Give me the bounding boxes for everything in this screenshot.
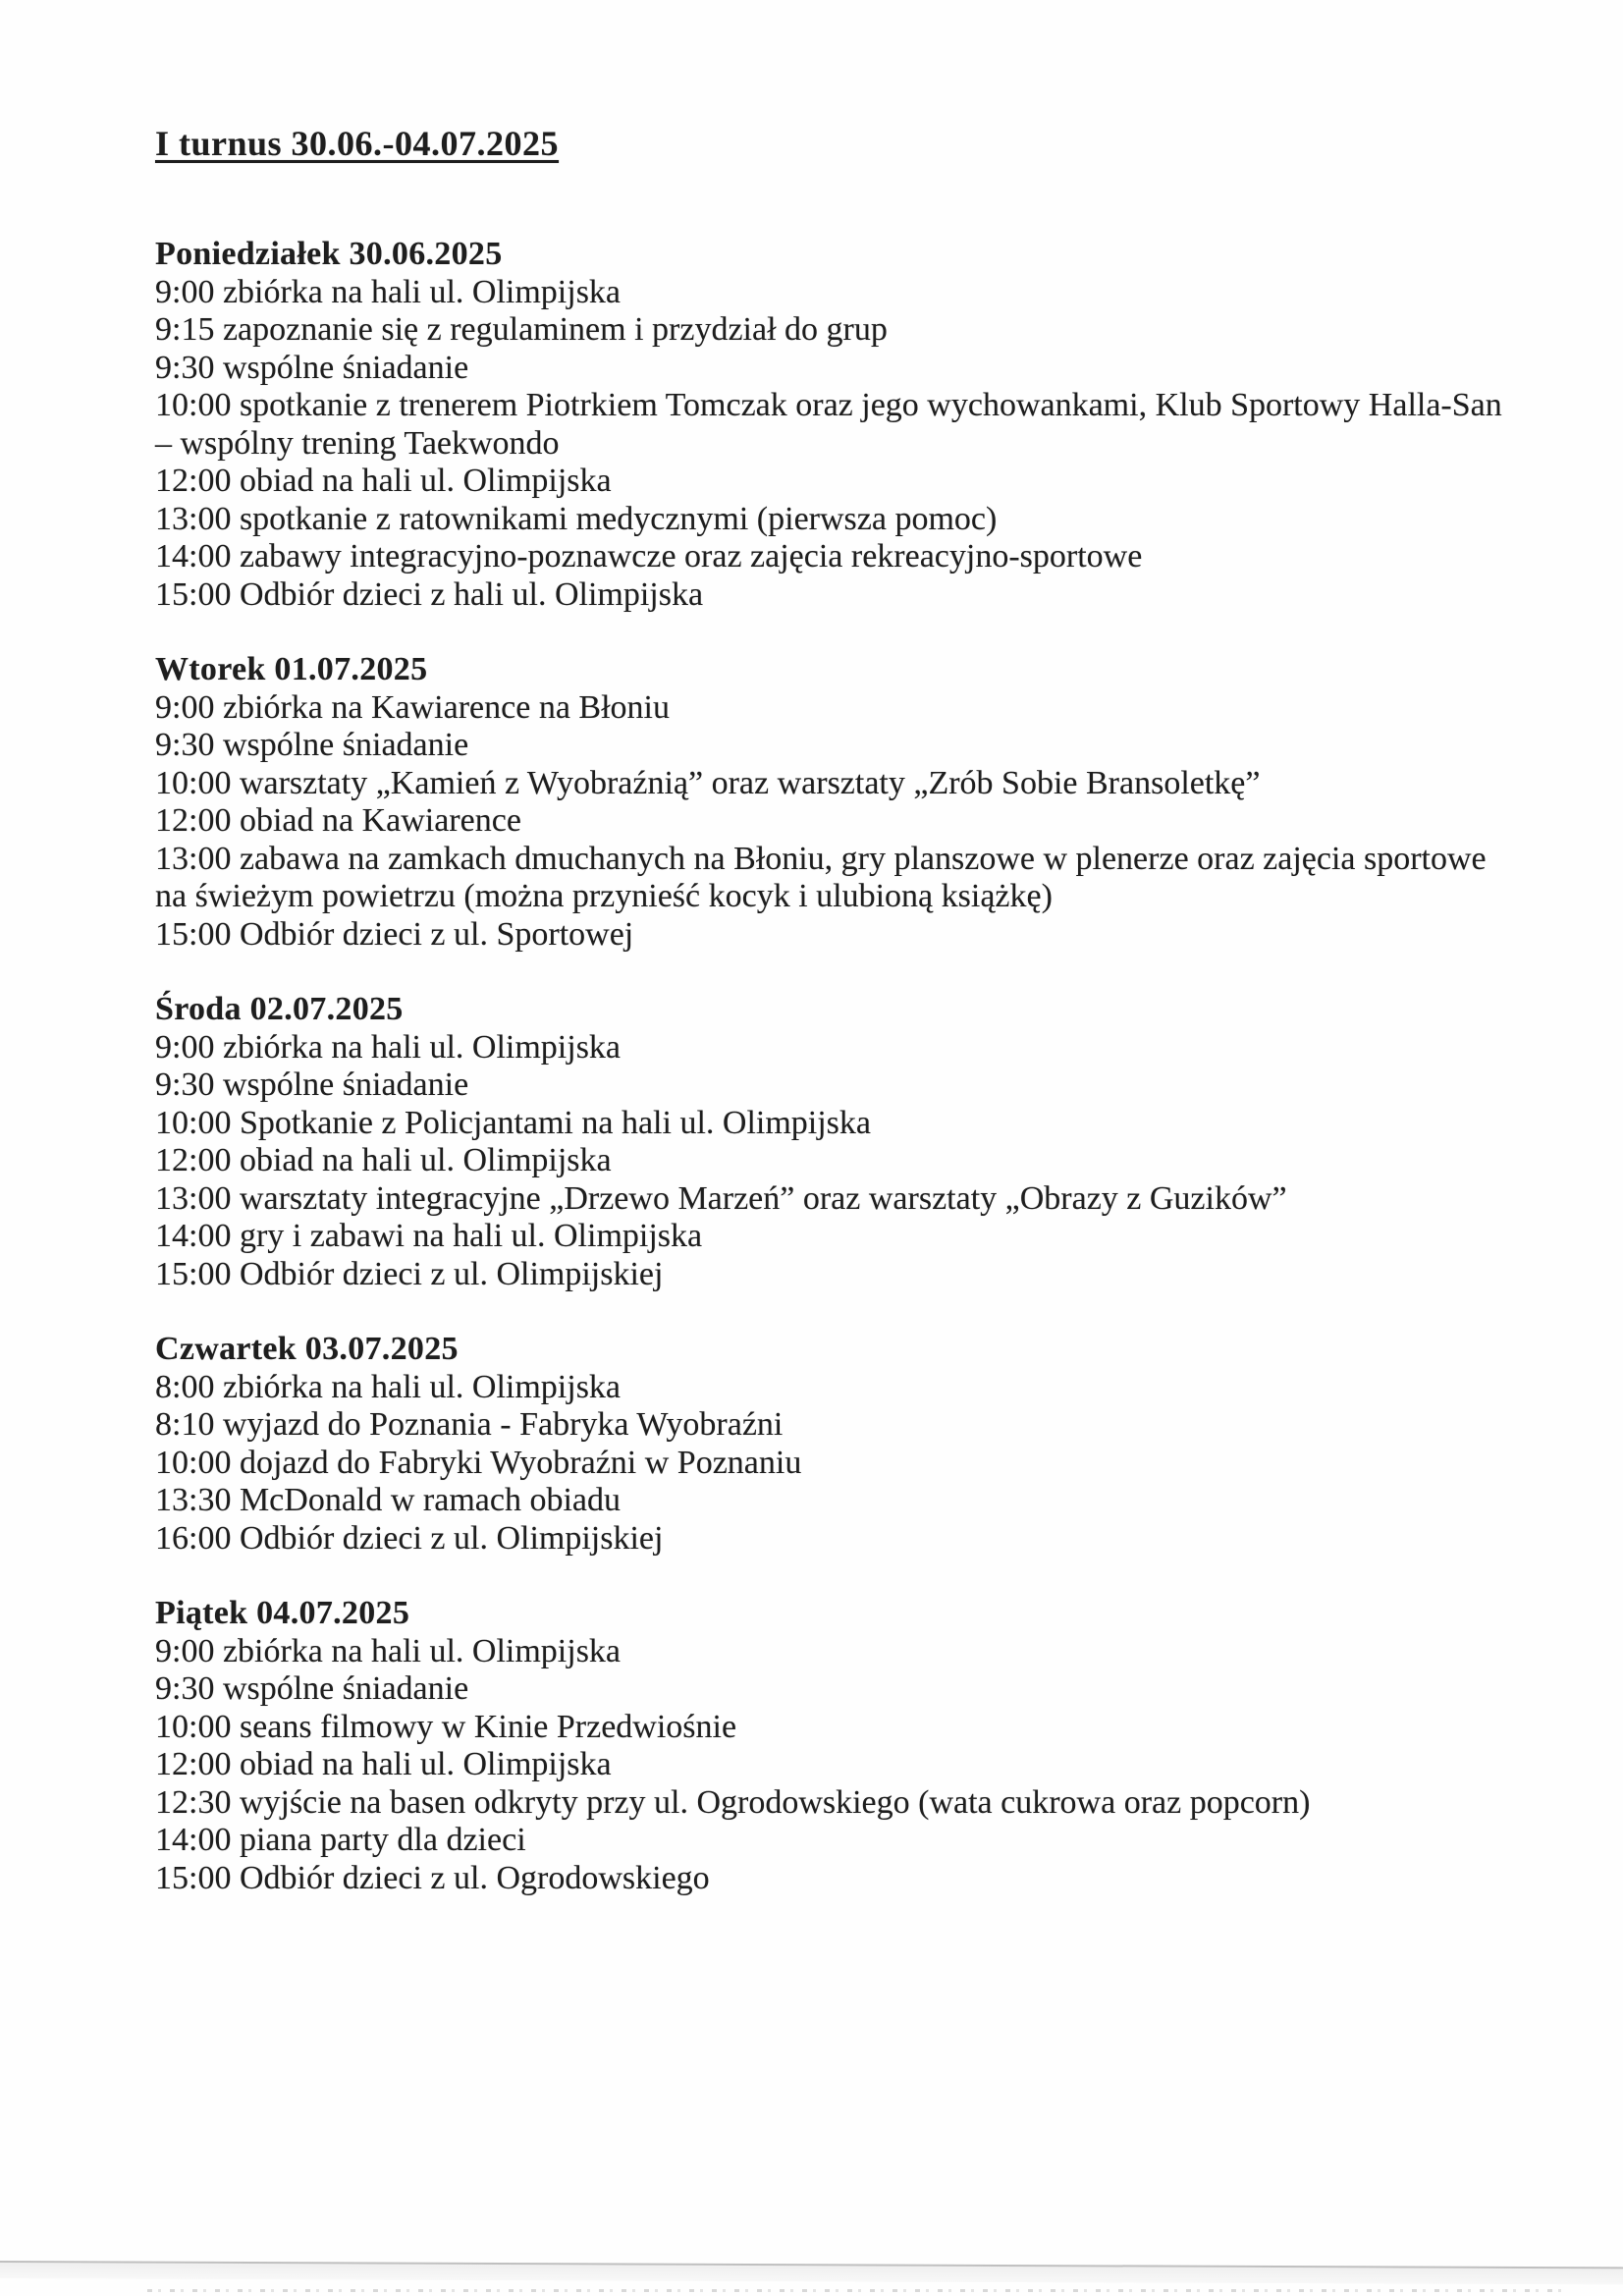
- schedule-line: 8:10 wyjazd do Poznania - Fabryka Wyobraźni: [155, 1406, 784, 1443]
- scan-speckle-row-artifact: [147, 2289, 1564, 2292]
- scan-bottom-edge-artifact: [0, 2261, 1623, 2284]
- schedule-line: 14:00 piana party dla dzieci: [155, 1822, 526, 1858]
- schedule-line: 9:00 zbiórka na hali ul. Olimpijska: [155, 1028, 622, 1066]
- page-title: I turnus 30.06.-04.07.2025: [155, 124, 560, 163]
- schedule-line: 13:00 zabawa na zamkach dmuchanych na Błoniu, gry planszowe w plenerze oraz zajęcia sportowe: [155, 840, 1487, 877]
- schedule-line: 9:00 zbiórka na Kawiarence na Błoniu: [155, 688, 670, 726]
- schedule-line: 10:00 Spotkanie z Policjantami na hali ul. Olimpijska: [155, 1104, 872, 1141]
- day-header: Wtorek 01.07.2025: [155, 651, 428, 687]
- day-block: [155, 1331, 1564, 1558]
- day-block: [155, 236, 1564, 614]
- schedule-line: 13:00 spotkanie z ratownikami medycznymi (pierwsza pomoc): [155, 500, 998, 537]
- schedule-line: 9:00 zbiórka na hali ul. Olimpijska: [155, 273, 622, 310]
- schedule-line: – wspólny trening Taekwondo: [155, 424, 560, 462]
- day-header: Piątek 04.07.2025: [155, 1595, 410, 1631]
- schedule-line: 15:00 Odbiór dzieci z ul. Olimpijskiej: [155, 1255, 664, 1292]
- day-block: [155, 1595, 1564, 1897]
- schedule-line: 12:00 obiad na hali ul. Olimpijska: [155, 1142, 612, 1178]
- schedule-line: 10:00 dojazd do Fabryki Wyobraźni w Poznaniu: [155, 1444, 802, 1481]
- schedule-line: 12:30 wyjście na basen odkryty przy ul. Ogrodowskiego (wata cukrowa oraz popcorn): [155, 1783, 1311, 1821]
- schedule-line: 15:00 Odbiór dzieci z hali ul. Olimpijska: [155, 575, 704, 613]
- schedule-line: 12:00 obiad na hali ul. Olimpijska: [155, 463, 612, 499]
- schedule-line: 9:30 wspólne śniadanie: [155, 349, 469, 386]
- schedule-line: 9:30 wspólne śniadanie: [155, 1066, 469, 1103]
- day-header: Czwartek 03.07.2025: [155, 1331, 459, 1367]
- schedule-line: 16:00 Odbiór dzieci z ul. Olimpijskiej: [155, 1519, 664, 1557]
- schedule-line: 13:00 warsztaty integracyjne „Drzewo Marzeń” oraz warsztaty „Obrazy z Guzików”: [155, 1179, 1287, 1217]
- day-header: Środa 02.07.2025: [155, 991, 404, 1027]
- schedule-line: 12:00 obiad na hali ul. Olimpijska: [155, 1746, 612, 1782]
- schedule-line: 10:00 warsztaty „Kamień z Wyobraźnią” oraz warsztaty „Zrób Sobie Bransoletkę”: [155, 764, 1261, 801]
- schedule-line: 9:30 wspólne śniadanie: [155, 727, 469, 763]
- schedule-line: 9:00 zbiórka na hali ul. Olimpijska: [155, 1632, 622, 1669]
- schedule-line: 9:15 zapoznanie się z regulaminem i przydział do grup: [155, 311, 888, 348]
- schedule-line: 10:00 seans filmowy w Kinie Przedwiośnie: [155, 1708, 737, 1745]
- schedule-line: 14:00 zabawy integracyjno-poznawcze oraz zajęcia rekreacyjno-sportowe: [155, 538, 1143, 574]
- schedule-line: na świeżym powietrzu (można przynieść kocyk i ulubioną książkę): [155, 878, 1053, 914]
- schedule-line: 13:30 McDonald w ramach obiadu: [155, 1482, 621, 1518]
- schedule-line: 14:00 gry i zabawi na hali ul. Olimpijska: [155, 1218, 703, 1254]
- day-block: [155, 651, 1564, 954]
- schedule-line: 9:30 wspólne śniadanie: [155, 1670, 469, 1707]
- schedule-line: 12:00 obiad na Kawiarence: [155, 802, 521, 839]
- day-header: Poniedziałek 30.06.2025: [155, 236, 503, 272]
- schedule-line: 15:00 Odbiór dzieci z ul. Sportowej: [155, 915, 634, 953]
- schedule-days: [155, 236, 1564, 1897]
- schedule-line: 8:00 zbiórka na hali ul. Olimpijska: [155, 1368, 622, 1405]
- day-block: [155, 991, 1564, 1293]
- schedule-line: 15:00 Odbiór dzieci z ul. Ogrodowskiego: [155, 1859, 710, 1896]
- schedule-line: 10:00 spotkanie z trenerem Piotrkiem Tomczak oraz jego wychowankami, Klub Sportowy Halla-San: [155, 387, 1502, 423]
